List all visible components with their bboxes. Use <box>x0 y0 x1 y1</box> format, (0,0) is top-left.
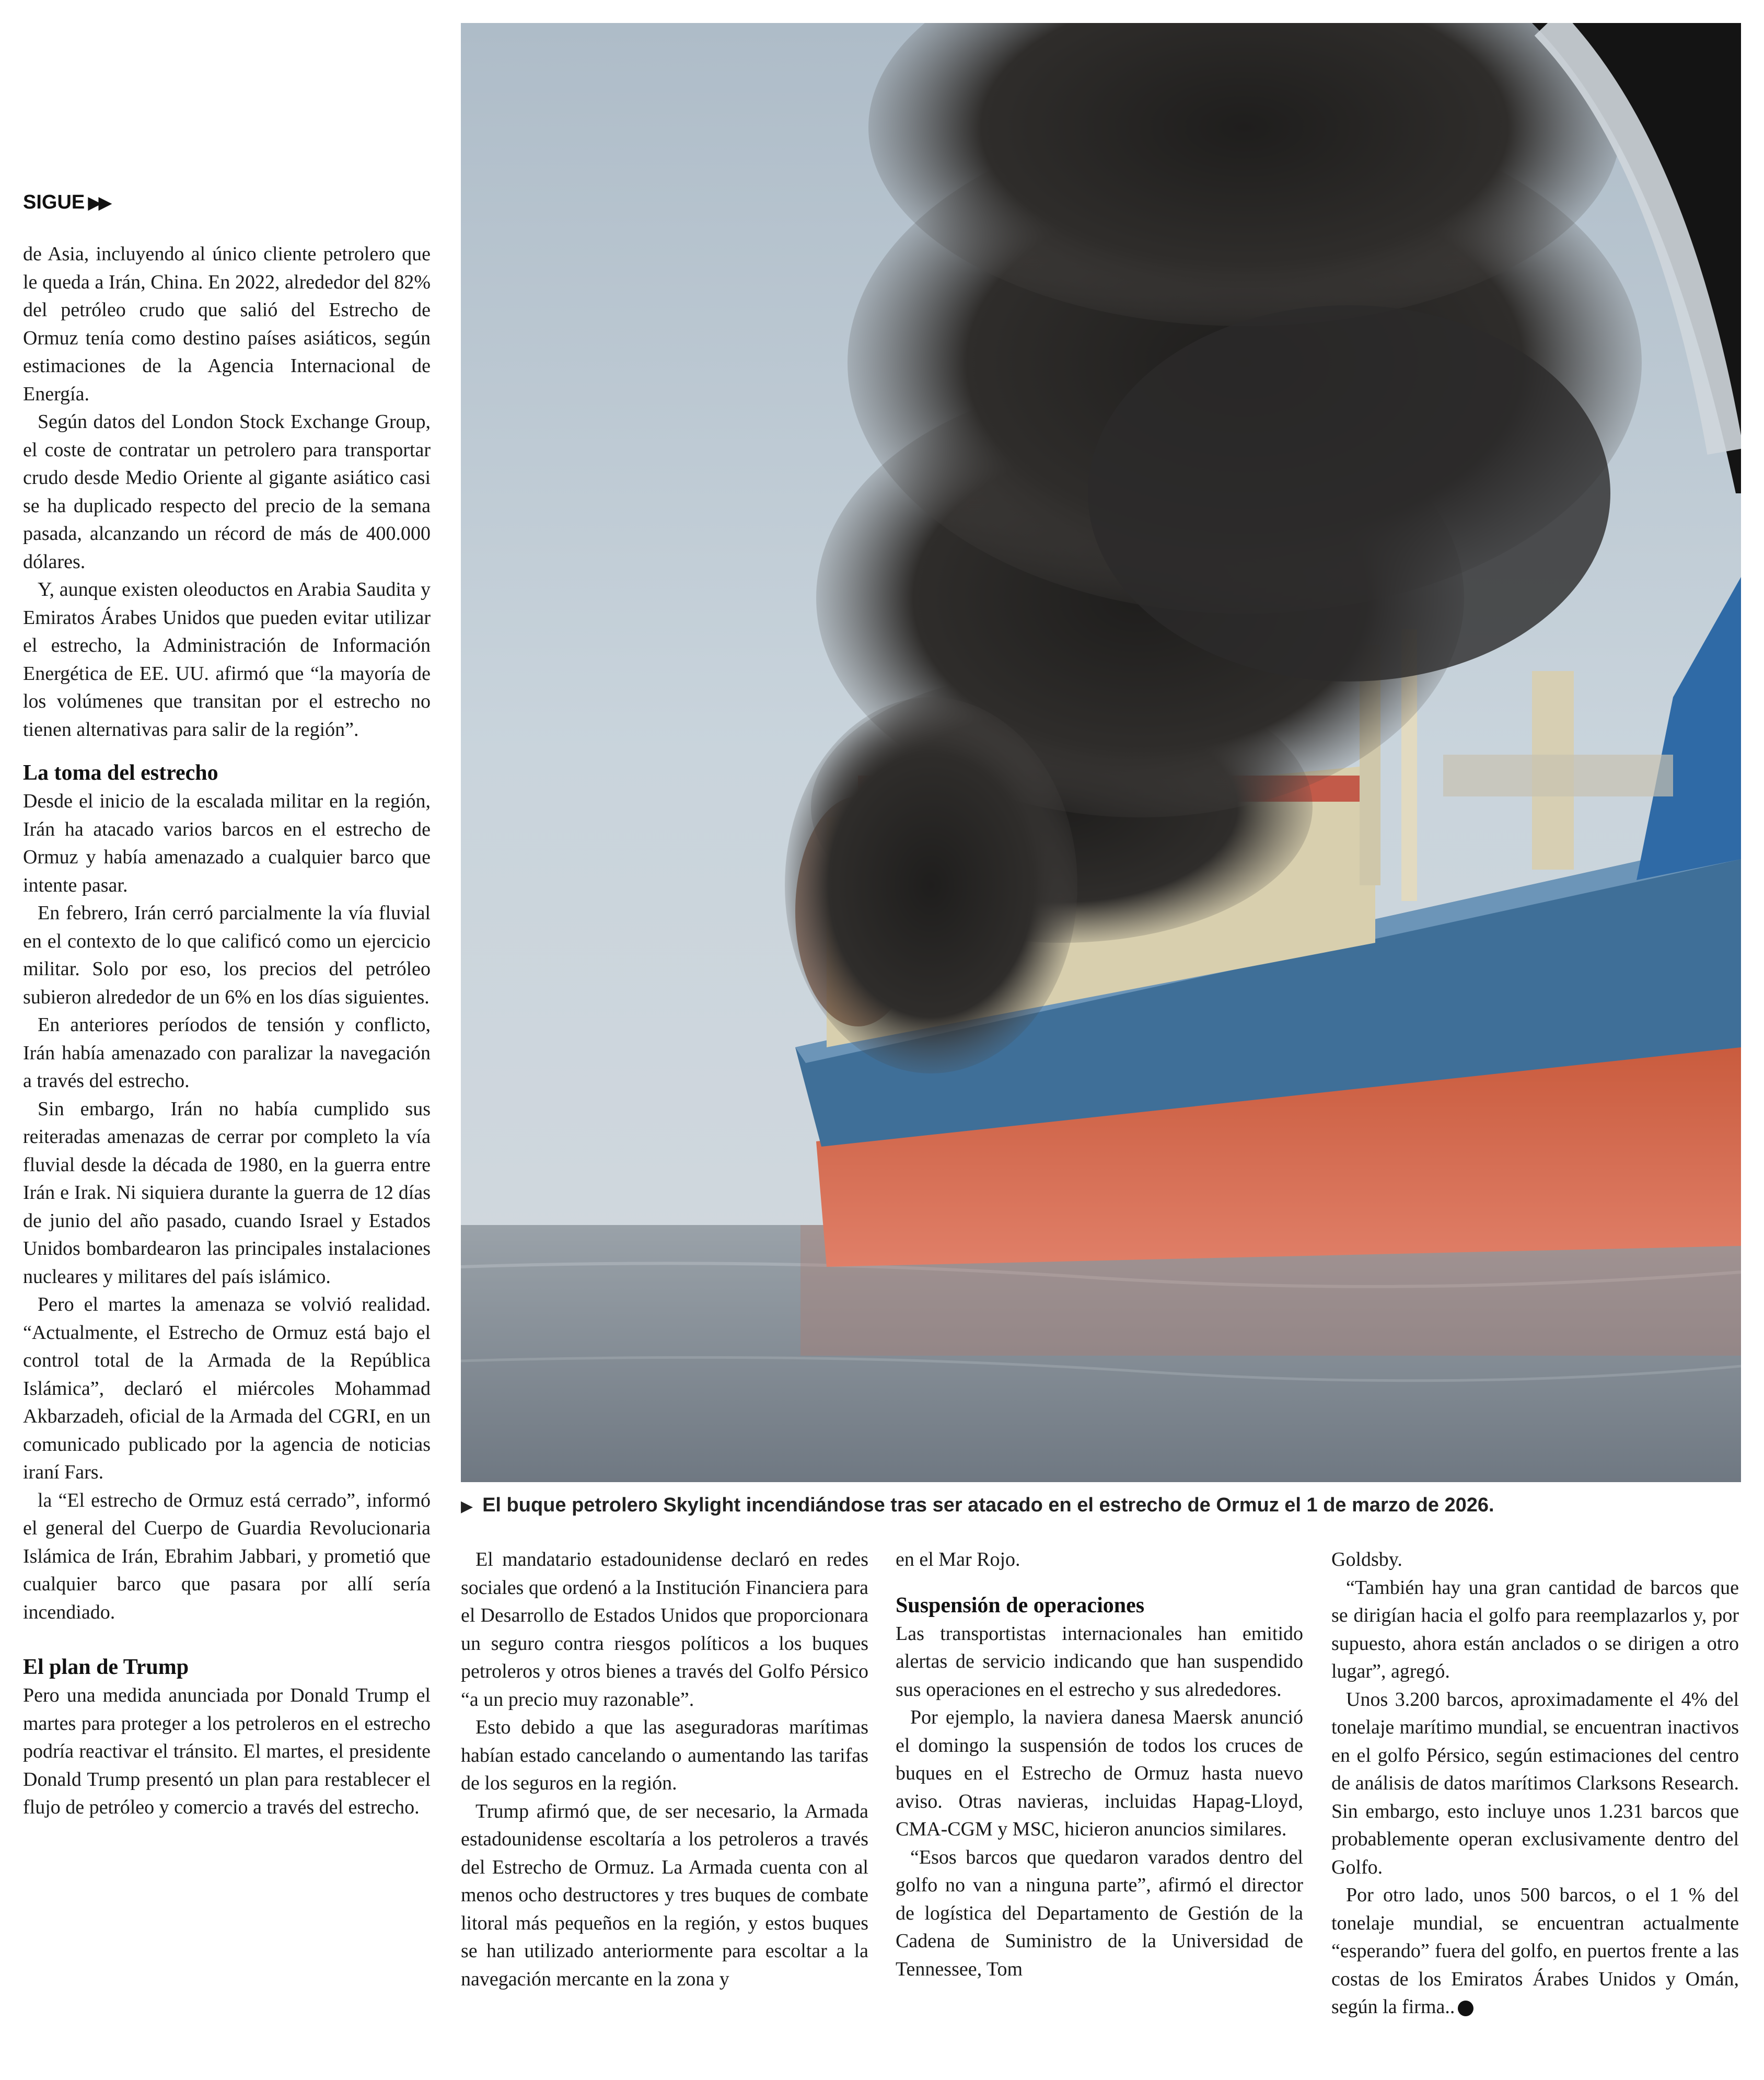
article-column-1 <box>23 240 431 1822</box>
paragraph: Desde el inicio de la escalada militar en la región, Irán ha atacado varios barcos en el estrecho de Ormuz y había amenazado a cualquier barco que intente pasar. <box>23 790 431 896</box>
paragraph <box>1331 1881 1739 2021</box>
paragraph: “También hay una gran cantidad de barcos que se dirigían hacia el golfo para reemplazarlos y, por supuesto, ahora están anclados o se dirigen a otro lugar”, agregó. <box>1331 1576 1739 1682</box>
paragraph: Y, aunque existen oleoductos en Arabia Saudita y Emiratos Árabes Unidos que pueden evitar utilizar el estrecho, la Administración de Información Energética de EE. UU. afirmó que “la mayoría de los volúmenes que transitan por el estrecho no tienen alternativas para salir de la región”. <box>23 579 431 741</box>
paragraph: Por ejemplo, la naviera danesa Maersk anunció el domingo la suspensión de todos los cruces de buques en el Estrecho de Ormuz hasta nuevo aviso. Otras navieras, incluidas Hapag-Lloyd, CMA-CGM y MSC, hicieron anuncios similares. <box>896 1706 1303 1840</box>
paragraph: en el Mar Rojo. <box>896 1549 1020 1570</box>
paragraph: Esto debido a que las aseguradoras marítimas habían estado cancelando o aumentando las tarifas de los seguros en la región. <box>461 1716 868 1794</box>
section-heading-suspension: Suspensión de operaciones <box>896 1593 1145 1617</box>
paragraph: Unos 3.200 barcos, aproximadamente el 4% del tonelaje marítimo mundial, se encuentran inactivos en el golfo Pérsico, según estimaciones del centro de análisis de datos marítimos Clarksons Research. Sin embargo, esto incluye unos 1.231 barcos que probablemente operan exclusivamente dentro del Golfo. <box>1331 1688 1739 1878</box>
article-column-3 <box>896 1546 1303 1983</box>
caption-arrow-icon: ▶ <box>461 1498 473 1515</box>
continues-label: SIGUE <box>23 191 85 213</box>
paragraph: de Asia, incluyendo al único cliente petrolero que le queda a Irán, China. En 2022, alrededor del 82% del petróleo crudo que salió del Estrecho de Ormuz tenía como destino países asiáticos, según estimaciones de la Agencia Internacional de Energía. <box>23 243 431 405</box>
tanker-fire-photo <box>461 23 1741 1482</box>
photo-illustration <box>461 23 1741 1482</box>
paragraph: Goldsby. <box>1331 1549 1402 1570</box>
continues-marker <box>23 191 109 214</box>
paragraph: Pero una medida anunciada por Donald Trump el martes para proteger a los petroleros en el estrecho podría reactivar el tránsito. El martes, el presidente Donald Trump presentó un plan para restablecer el flujo de petróleo y comercio a través del estrecho. <box>23 1684 431 1818</box>
section-heading-la-toma: La toma del estrecho <box>23 761 218 785</box>
article-column-2 <box>461 1546 868 1993</box>
paragraph: Según datos del London Stock Exchange Group, el coste de contratar un petrolero para transportar crudo desde Medio Oriente al gigante asiático casi se ha duplicado respecto del precio de la semana pasada, alcanzando un récord de más de 400.000 dólares. <box>23 411 431 573</box>
double-arrow-icon: ▶▶ <box>88 193 109 213</box>
paragraph: Trump afirmó que, de ser necesario, la Armada estadounidense escoltaría a los petroleros a través del Estrecho de Ormuz. La Armada cuenta con al menos ocho destructores y tres buques de combate litoral más pequeños en la región, y estos buques se han utilizado anteriormente para escoltar a la navegación mercante en la zona y <box>461 1800 868 1990</box>
paragraph: Pero el martes la amenaza se volvió realidad. “Actualmente, el Estrecho de Ormuz está bajo el control total de la Armada de la República Islámica”, declaró el miércoles Mohammad Akbarzadeh, oficial de la Armada del CGRI, en un comunicado publicado por la agencia de noticias iraní Fars. <box>23 1293 431 1483</box>
paragraph: En anteriores períodos de tensión y conflicto, Irán había amenazado con paralizar la navegación a través del estrecho. <box>23 1014 431 1092</box>
final-paragraph-text: Por otro lado, unos 500 barcos, o el 1 % del tonelaje mundial, se encuentran actualmente “esperando” fuera del golfo, en puertos frente a las costas de los Emiratos Árabes Unidos y Omán, según la firma.. <box>1331 1884 1739 2018</box>
end-of-article-icon <box>1458 2001 1473 2016</box>
paragraph: Las transportistas internacionales han emitido alertas de servicio indicando que han suspendido sus operaciones en el estrecho y sus alrededores. <box>896 1622 1303 1701</box>
paragraph: “Esos barcos que quedaron varados dentro del golfo no van a ninguna parte”, afirmó el director de logística del Departamento de Gestión de la Cadena de Suministro de la Universidad de Tennessee, Tom <box>896 1846 1303 1980</box>
section-heading-plan-trump: El plan de Trump <box>23 1655 189 1679</box>
caption-text: El buque petrolero Skylight incendiándose tras ser atacado en el estrecho de Ormuz el 1 de marzo de 2026. <box>482 1494 1494 1516</box>
paragraph: la “El estrecho de Ormuz está cerrado”, informó el general del Cuerpo de Guardia Revolucionaria Islámica de Irán, Ebrahim Jabbari, y prometió que cualquier barco que pasara por allí sería incendiado. <box>23 1489 431 1623</box>
paragraph: En febrero, Irán cerró parcialmente la vía fluvial en el contexto de lo que calificó como un ejercicio militar. Solo por eso, los precios del petróleo subieron alrededor de un 6% en los días siguientes. <box>23 902 431 1008</box>
paragraph: El mandatario estadounidense declaró en redes sociales que ordenó a la Institución Financiera para el Desarrollo de Estados Unidos que proporcionara un seguro contra riesgos políticos a los buques petroleros y otros bienes a través del Golfo Pérsico “a un precio muy razonable”. <box>461 1549 868 1711</box>
photo-caption <box>461 1492 1741 1520</box>
article-column-4 <box>1331 1546 1739 2021</box>
paragraph: Sin embargo, Irán no había cumplido sus reiteradas amenazas de cerrar por completo la vía fluvial desde la década de 1980, en la guerra entre Irán e Irak. Ni siquiera durante la guerra de 12 días de junio del año pasado, cuando Israel y Estados Unidos bombardearon las principales instalaciones nucleares y militares del país islámico. <box>23 1097 431 1288</box>
